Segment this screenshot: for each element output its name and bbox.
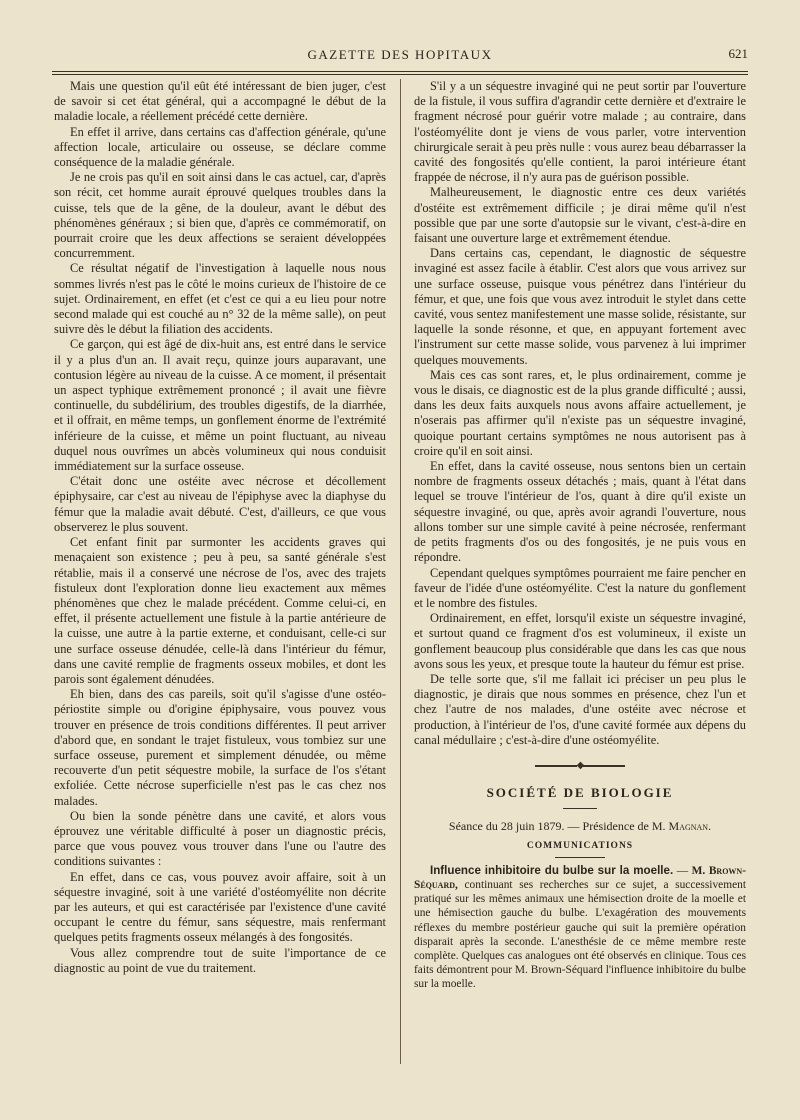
paragraph: Vous allez comprendre tout de suite l'importance de ce diagnostic au point de vue du traitement.	[54, 945, 386, 975]
paragraph: Malheureusement, le diagnostic entre ces deux variétés d'ostéite est extrêmement difficile ; je dirai même qu'il n'est possible que par une sorte d'autopsie sur le vivant, c'est-à-dire en faisant une ouverture large et extrêmement étendue.	[414, 185, 746, 246]
paragraph: Mais une question qu'il eût été intéressant de bien juger, c'est de savoir si cet état général, qui a accompagné le début de la maladie locale, a réellement précédé cette dernière.	[54, 79, 386, 124]
paragraph: Mais ces cas sont rares, et, le plus ordinairement, comme je vous le disais, ce diagnostic est de la plus grande difficulté ; aussi, dans les deux faits auxquels nous avons affaire actuellement, je n'oserais pas affirmer qu'il n'existe pas un séquestre invaginé, quoique pourtant certains symptômes ne nous autorisent pas à croire qu'il en soit ainsi.	[414, 367, 746, 458]
paragraph: En effet, dans ce cas, vous pouvez avoir affaire, soit à un séquestre invaginé, soit à une variété d'ostéomyélite non décrite par les auteurs, et qui est caractérisée par l'existence d'une cavité occupant le centre du fémur, sans séquestre, mais renfermant quelques petits fragments osseux mélangés à des fongosités.	[54, 869, 386, 945]
journal-title: GAZETTE DES HOPITAUX	[307, 47, 493, 62]
paragraph: De telle sorte que, s'il me fallait ici préciser un peu plus le diagnostic, je dirais que nous sommes en présence, chez l'un et chez l'autre de nos malades, d'une ostéite avec nécrose et production, à l'intérieur de l'os, d'une cavité formée aux dépens du canal médullaire ; c'est-à-dire d'une ostéomyélite.	[414, 671, 746, 747]
right-column	[414, 79, 746, 992]
paragraph: Ou bien la sonde pénètre dans une cavité, et alors vous éprouvez une véritable difficulté à poser un diagnostic précis, parce que vous pouvez vous trouver dans l'une ou l'autre des conditions suivantes :	[54, 808, 386, 869]
session-text: Séance du 28 juin 1879. — Présidence de M.	[448, 819, 669, 834]
column-divider	[400, 79, 401, 1064]
paragraph: S'il y a un séquestre invaginé qui ne peut sortir par l'ouverture de la fistule, il vous suffira d'agrandir cette dernière et d'extraire le fragment nécrosé pour guérir votre malade ; au contraire, dans l'ostéomyélite dont je viens de vous parler, votre intervention chirurgicale serait à peu près nulle : vous aurez beau débarrasser la cavité des fongosités qu'elle contient, la paroi intérieure étant frappée de nécrose, il n'y aura pas de guérison possible.	[414, 79, 746, 185]
session-line	[414, 819, 746, 834]
page-header	[52, 44, 748, 66]
section-title: SOCIÉTÉ DE BIOLOGIE	[486, 785, 674, 801]
paragraph: Ce garçon, qui est âgé de dix-huit ans, est entré dans le service il y a plus d'un an. Il avait reçu, quinze jours auparavant, une contusion légère au niveau de la cuisse. A ce moment, il présentait un aspect typhique extrêmement prononcé ; il avait une fièvre continuelle, du subdélirium, des troubles digestifs, de la diarrhée, et il offrait, en même temps, un gonflement énorme de l'extrémité inférieure de la cuisse, et même un point fluctuant, au niveau duquel nous ouvrîmes un abcès volumineux qui nous conduisit immédiatement sur la surface osseuse.	[54, 337, 386, 474]
paragraph: Dans certains cas, cependant, le diagnostic de séquestre invaginé est assez facile à établir. C'est alors que vous arrivez sur une surface osseuse, puisque vous pénétrez dans l'intérieur du fémur, et que, une fois que vous avez introduit le stylet dans cette cavité, vous sentez manifestement une masse solide, résistante, sur laquelle la sonde résonne, et que, en appuyant fortement avec l'instrument sur cette masse solide, vous parvenez à lui imprimer quelques mouvements.	[414, 246, 746, 367]
header-rule-top	[52, 71, 748, 72]
section-ornament: ◆	[414, 758, 746, 773]
paragraph: Cet enfant finit par surmonter les accidents graves qui menaçaient son existence ; peu à peu, sa santé générale s'est rétablie, mais il a conservé une nécrose de l'os, avec des trajets fistuleux dont l'exploration donne lieu exactement aux mêmes phénomènes que chez le malade précédent. Comme celui-ci, en effet, il présente actuellement une fistule à la partie antérieure de la cuisse, une autre à la partie externe, et conduisant, celle-ci sur une surface osseuse dénudée, celle-là dans l'intérieur du fémur, dans une cavité remplie de fragments osseux mobiles, et dont les parois sont également dénudées.	[54, 535, 386, 686]
communication-paragraph	[414, 864, 746, 992]
paragraph: Eh bien, dans des cas pareils, soit qu'il s'agisse d'une ostéo-périostite simple ou d'origine épiphysaire, vous pouvez vous trouver en présence de trois conditions différentes. Il peut arriver d'abord que, en sondant le trajet fistuleux, vous tombiez sur une surface osseuse, purement et simplement dénudée, ou même recouverte d'un petit séquestre mobile, la surface de l'os s'étant exfoliée. Cette nécrose superficielle n'est pas le cas chez nos malades.	[54, 687, 386, 808]
communication-dash: —	[673, 864, 692, 877]
paragraph: Ordinairement, en effet, lorsqu'il existe un séquestre invaginé, et surtout quand ce fragment d'os est volumineux, il existe un gonflement beaucoup plus considérable que dans les cas que nous avons sous les yeux, et presque toute la hauteur du fémur est prise.	[414, 611, 746, 671]
paragraph: En effet il arrive, dans certains cas d'affection générale, qu'une affection locale, articulaire ou osseuse, se déclare comme conséquence de la maladie générale.	[54, 124, 386, 170]
paragraph: Je ne crois pas qu'il en soit ainsi dans le cas actuel, car, d'après son récit, cet homme aurait éprouvé quelques troubles dans la cuisse, tels que de la gêne, de la douleur, avant le début des phénomènes généraux ; si bien que, d'après ce commémoratif, on pourrait croire que les deux affections se seraient développées concurremment.	[54, 170, 386, 261]
paragraph: Ce résultat négatif de l'investigation à laquelle nous nous sommes livrés n'est pas le côté le moins curieux de l'histoire de ce sujet. Ordinairement, en effet (et c'est ce qui a eu lieu pour notre second malade qui est couché au n° 32 de la même salle), on peut suivre dès le début la filiation des accidents.	[54, 261, 386, 337]
paragraph: Cependant quelques symptômes pourraient me faire pencher en faveur de l'idée d'une ostéomyélite. C'est la nature du gonflement et le nombre des fistules.	[414, 565, 746, 610]
paragraph: C'était donc une ostéite avec nécrose et décollement épiphysaire, car c'est au niveau de l'épiphyse avec la diaphyse du fémur que la maladie avait débuté. C'est, d'ailleurs, ce que vous observerez le plus souvent.	[54, 474, 386, 534]
left-column	[54, 79, 386, 976]
communication-author: M. Brown-Séquard,	[414, 864, 746, 891]
section-rule	[563, 808, 597, 809]
communication-body: continuant ses recherches sur ce sujet, a successivement pratiqué sur les mêmes animaux une hémisection droite de la moelle et une hémisection gauche du bulbe. L'exagération des mouvements réflexes du membre postérieur gauche qui suit la première opération disparait après la seconde. L'anesthésie de ce même membre reste complète. Quelques cas analogues ont été observés en clinique. Tous ces faits démontrent pour M. Brown-Séquard l'influence inhibitoire du bulbe sur la moelle.	[414, 878, 746, 991]
header-rule-bottom	[52, 74, 748, 75]
communications-rule	[555, 857, 605, 858]
communication-title: Influence inhibitoire du bulbe sur la moelle.	[430, 863, 674, 877]
session-president: Magnan.	[668, 819, 712, 834]
paragraph: En effet, dans la cavité osseuse, nous sentons bien un certain nombre de fragments osseux détachés ; mais, quant à l'état dans lequel se trouve l'intérieur de l'os, quant à dire qu'il existe un séquestre invaginé, ou que, après avoir agrandi l'ouverture, nous allons tomber sur une simple cavité à peine nécrosée, renfermant de petits fragments d'os ou des fongosités, je ne puis vous en répondre.	[414, 459, 746, 565]
page-number: 621	[728, 46, 748, 61]
communications-heading: COMMUNICATIONS	[526, 840, 634, 851]
